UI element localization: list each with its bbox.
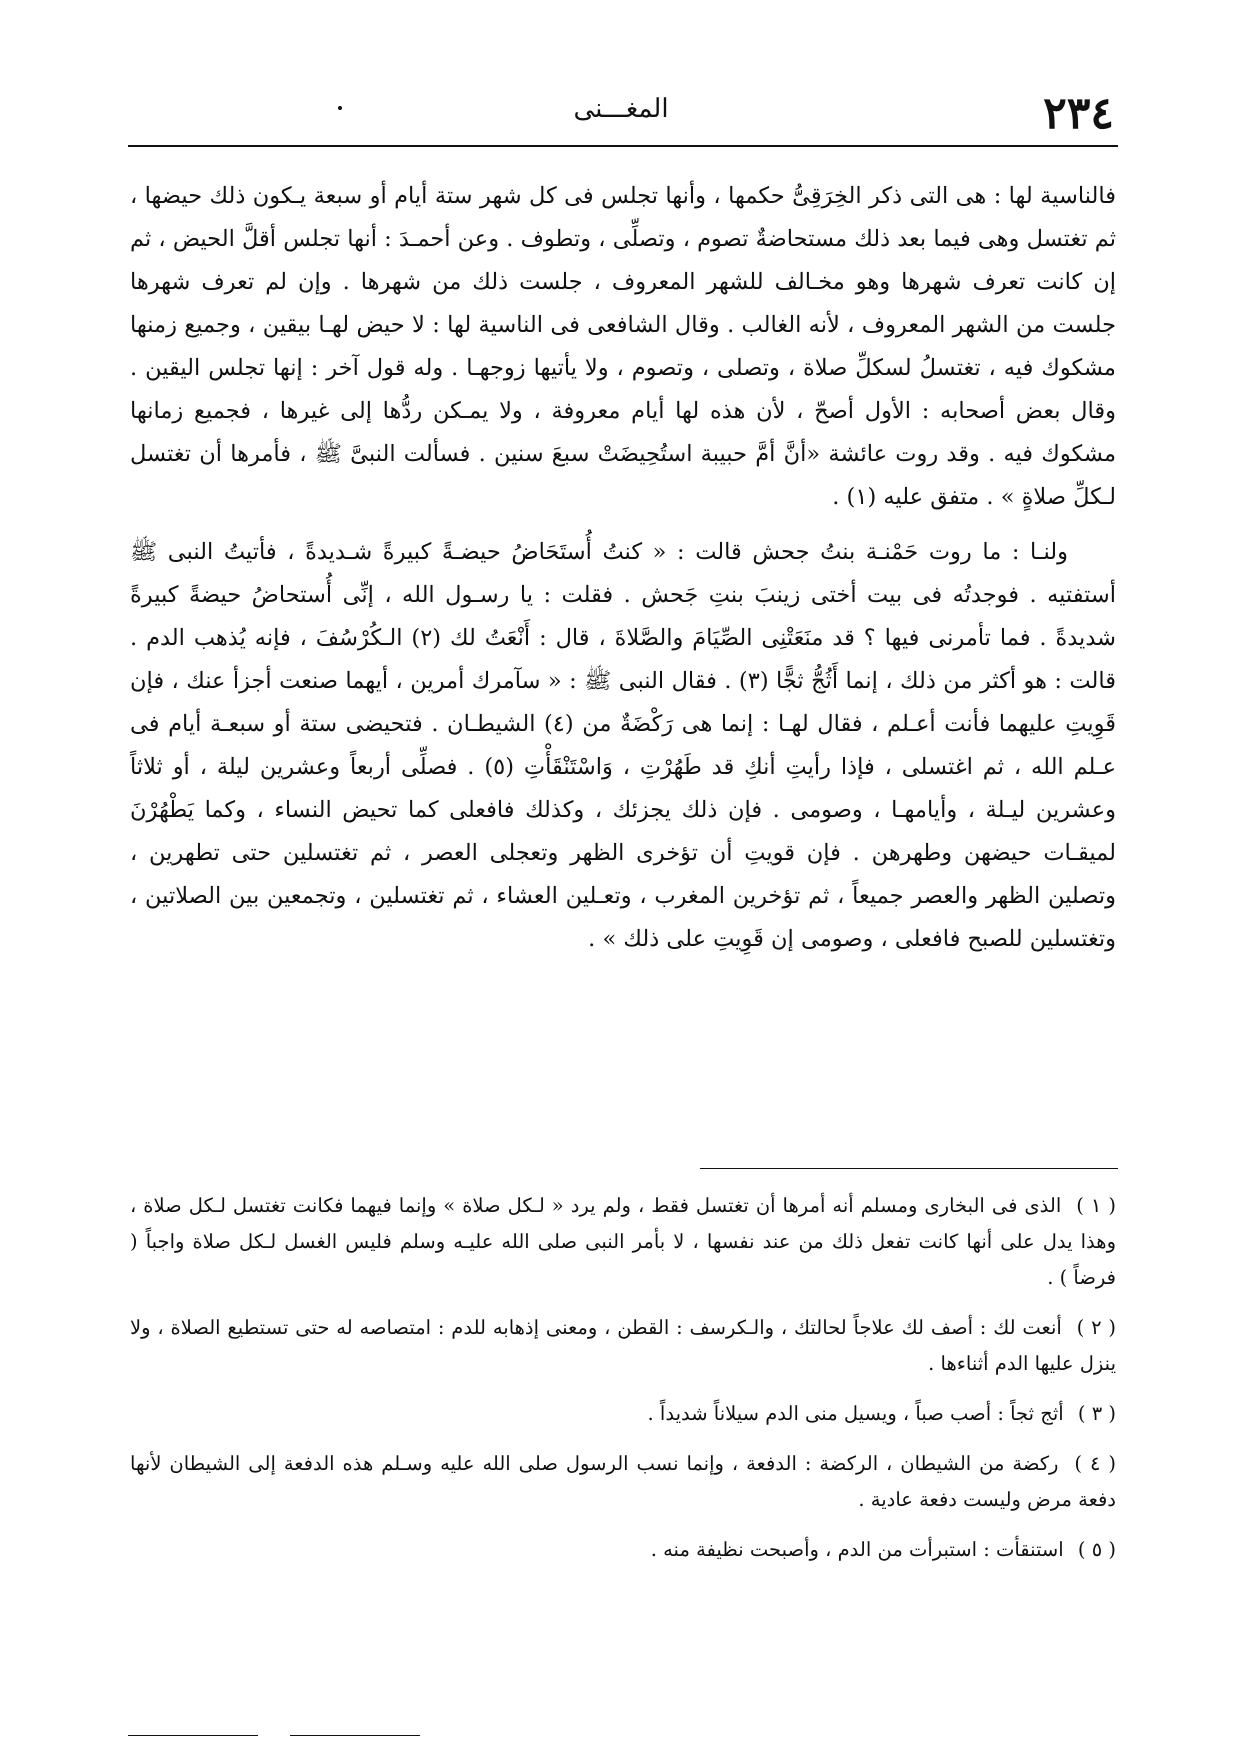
footnote-5 xyxy=(130,1532,1116,1568)
page-number: ٢٣٤ xyxy=(1043,88,1114,139)
footnote-text: الذى فى البخارى ومسلم أنه أمرها أن تغتسل فقط ، ولم يرد « لـكل صلاة » وإنما فيهما فكانت تغتسل لـكل صلاة ، وهذا يدل على أنها كانت تفعل ذلك من عند نفسها ، لا بأمر النبى صلى الله عليـه وسلم فليس الغسل لـكل صلاة واجباً ( فرضاً ) . xyxy=(130,1194,1116,1289)
paragraph: ولنـا : ما روت حَمْنـة بنتُ جحش قالت : « كنتُ أُستَحَاضُ حيضـةً كبيرةً شـديدةً ، فأتيتُ النبى ﷺ أستفتيه . فوجدتُه فى بيت أختى زينبَ بنتِ جَحش . فقلت : يا رسـول الله ، إنِّى أُستحاضُ حيضةً كبيرةً شديدةً . فما تأمرنى فيها ؟ قد منَعَتْنِى الصِّيَامَ والصَّلاةَ ، قال : أَنْعَتُ لك (٢) الـكُرْسُفَ ، فإنه يُذهب الدم . قالت : هو أكثر من ذلك ، إنما أَثُجُّ ثجًّا (٣) . فقال النبى ﷺ : « سآمرك أمرين ، أيهما صنعت أجزأ عنك ، فإن قَوِيتِ عليهما فأنت أعـلم ، فقال لهـا : إنما هى رَكْضَةٌ من (٤) الشيطـان . فتحيضى ستة أو سبعـة أيام فى عـلم الله ، ثم اغتسلى ، فإذا رأيتِ أنكِ قد طَهُرْتِ ، وَاسْتَنْقَأْتِ (٥) . فصلِّى أربعاً وعشرين ليلة ، أو ثلاثاً وعشرين ليـلة ، وأيامهـا ، وصومى . فإن ذلك يجزئك ، وكذلك فافعلى كما تحيض النساء ، وكما يَطْهُرْنَ لميقـات حيضهن وطهرهن . فإن قويتِ أن تؤخرى الظهر وتعجلى العصر ، ثم تغتسلين حتى تطهرين ، وتصلين الظهر والعصر جميعاً ، ثم تؤخرين المغرب ، وتعـلين العشاء ، ثم تغتسلين ، وتجمعين بين الصلاتين ، وتغتسلين للصبح فافعلى ، وصومى إن قَوِيتِ على ذلك » . xyxy=(130,539,1117,952)
footnotes xyxy=(130,1188,1116,1582)
footnote-2 xyxy=(130,1310,1116,1382)
footnote-text: أنعت لك : أصف لك علاجاً لحالتك ، والـكرسف : القطن ، ومعنى إذهابه للدم : امتصاصه له حتى تستطيع الصلاة ، ولا ينزل عليها الدم أثناءها . xyxy=(130,1316,1116,1375)
bottom-rule xyxy=(128,1735,258,1736)
footnote-text: استنقأت : استبرأت من الدم ، وأصبحت نظيفة منه . xyxy=(650,1538,1064,1561)
footnote-number: ( ١ ) xyxy=(1076,1194,1116,1217)
bottom-rule xyxy=(290,1735,420,1736)
footnote-text: أثج ثجاً : أصب صباً ، ويسيل منى الدم سيلاناً شديداً . xyxy=(647,1402,1064,1425)
footnote-1 xyxy=(130,1188,1116,1296)
header-dot-mark xyxy=(338,106,342,110)
bottom-rules xyxy=(128,1735,1118,1739)
header-rule xyxy=(128,145,1118,147)
footnote-separator xyxy=(700,1168,1118,1169)
footnote-number: ( ٢ ) xyxy=(1076,1316,1116,1339)
footnote-number: ( ٥ ) xyxy=(1077,1538,1116,1561)
running-title: المغـــنى xyxy=(573,94,669,124)
main-text xyxy=(130,175,1116,961)
paragraph: فالناسية لها : هى التى ذكر الخِرَقِىُّ حكمها ، وأنها تجلس فى كل شهر ستة أيام أو سبعة يـكون ذلك حيضها ، ثم تغتسل وهى فيما بعد ذلك مستحاضةٌ تصوم ، وتصلِّى ، وتطوف . وعن أحمـدَ : أنها تجلس أقلَّ الحيض ، ثم إن كانت تعرف شهرها وهو مخـالف للشهر المعروف ، جلست ذلك من شهرها . وإن لم تعرف شهرها جلست من الشهر المعروف ، لأنه الغالب . وقال الشافعى فى الناسية لها : لا حيض لهـا بيقين ، وجميع زمنها مشكوك فيه ، تغتسلُ لسكلِّ صلاة ، وتصلى ، وتصوم ، ولا يأتيها زوجهـا . وله قول آخر : إنها تجلس اليقين . وقال بعض أصحابه : الأول أصحّ ، لأن هذه لها أيام معروفة ، ولا يمـكن ردُّها إلى غيرها ، فجميع زمانها مشكوك فيه . وقد روت عائشة «أنَّ أمَّ حبيبة استُحِيضَتْ سبعَ سنين . فسألت النبىَّ ﷺ ، فأمرها أن تغتسل لـكلِّ صلاةٍ » . متفق عليه (١) . xyxy=(130,183,1116,510)
footnote-3 xyxy=(130,1396,1116,1432)
page-header xyxy=(128,84,1114,144)
footnote-text: ركضة من الشيطان ، الركضة : الدفعة ، وإنما نسب الرسول صلى الله عليه وسـلم هذه الدفعة إلى الشيطان لأنها دفعة مرض وليست دفعة عادية . xyxy=(130,1452,1116,1511)
footnote-4 xyxy=(130,1446,1116,1518)
footnote-number: ( ٤ ) xyxy=(1074,1452,1116,1475)
footnote-number: ( ٣ ) xyxy=(1077,1402,1116,1425)
